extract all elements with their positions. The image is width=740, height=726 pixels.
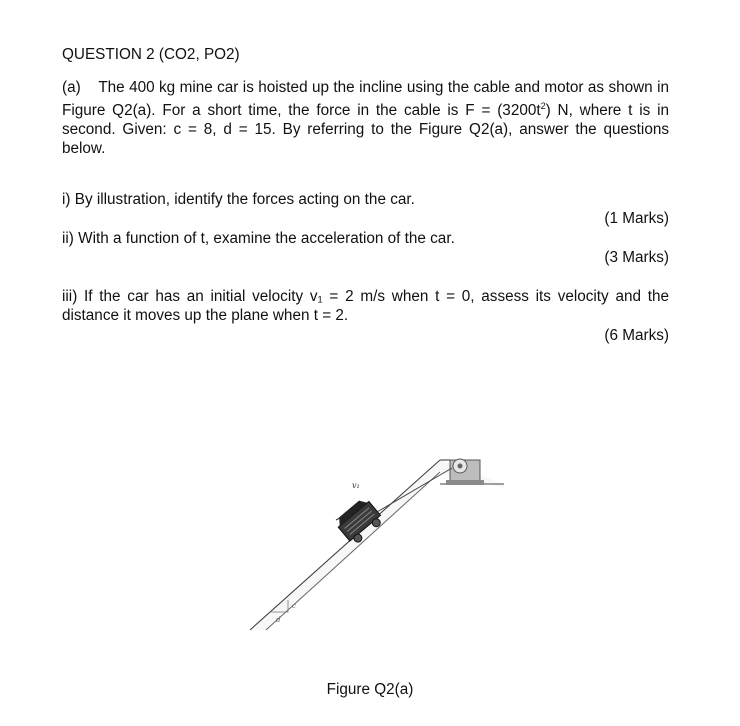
mine-car — [334, 496, 385, 546]
item-i-text: i) By illustration, identify the forces acting on the car. — [62, 191, 415, 208]
item-ii-marks: (3 Marks) — [604, 249, 669, 266]
item-i-marks: (1 Marks) — [604, 210, 669, 227]
question-intro — [62, 78, 669, 158]
part-label: (a) — [62, 79, 81, 96]
figure-caption: Figure Q2(a) — [326, 681, 414, 698]
intro-line-3: ) N, where t is in second. Given: c = 8, d = 15. By referring to the Figure Q2(a), answer the questions below. — [62, 102, 669, 158]
intro-superscript: 2 — [540, 101, 546, 111]
incline-figure — [240, 450, 520, 640]
cable — [377, 468, 452, 512]
velocity-label: v₁ — [352, 481, 360, 490]
intro-line-1: The 400 kg mine car is hoisted up the incline using the cable and motor as — [98, 79, 605, 96]
question-heading: QUESTION 2 (CO2, PO2) — [62, 46, 240, 63]
motor — [446, 459, 484, 485]
item-iii-text: iii) If the car has an initial velocity v₁ = 2 m/s when t = 0, assess its velocity and the distance it moves up the plane when t = 2. — [62, 288, 669, 324]
item-ii-text: ii) With a function of t, examine the acceleration of the car. — [62, 230, 455, 247]
item-iii-marks: (6 Marks) — [604, 327, 669, 344]
slope-label-d: d — [276, 616, 281, 624]
slope-label-c: c — [292, 602, 296, 610]
intro-line-2: shown in Figure Q2(a). For a short time, the force in the cable is F = (3200t — [62, 79, 669, 120]
